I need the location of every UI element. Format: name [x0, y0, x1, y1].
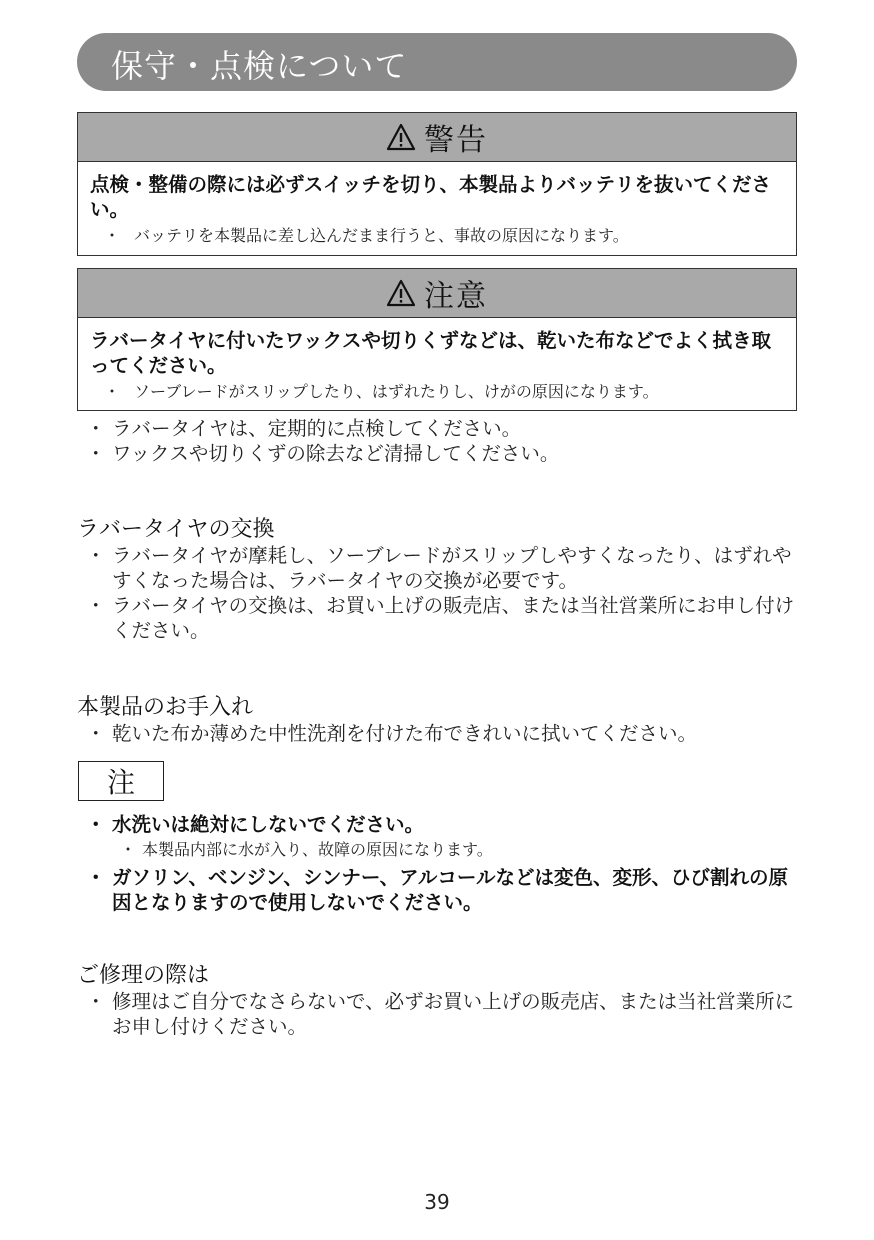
page-title: 保守・点検について — [111, 47, 408, 85]
list-item-text: ラバータイヤが摩耗し、ソーブレードがスリップしやすくなったり、はずれやすくなった場合は、ラバータイヤの交換が必要です。 — [112, 544, 792, 592]
warning-triangle-icon — [386, 278, 416, 308]
list-sub-item — [86, 839, 798, 861]
tire-replacement-heading: ラバータイヤの交換 — [77, 517, 275, 542]
tire-inspection-list — [86, 416, 798, 466]
bullet-mark: ・ — [104, 382, 121, 401]
warning-sub-text — [90, 225, 784, 247]
list-item-text: ラバータイヤは、定期的に点検してください。 — [112, 417, 522, 440]
care-list — [86, 721, 798, 746]
warning-heading: 警告 — [424, 123, 488, 158]
warning-triangle-icon — [386, 122, 416, 152]
list-item-text: 乾いた布か薄めた中性洗剤を付けた布できれいに拭いてください。 — [112, 722, 698, 745]
list-item — [86, 865, 798, 915]
bullet-mark: ・ — [86, 866, 106, 889]
tire-replacement-list — [86, 543, 798, 643]
list-item — [86, 416, 798, 441]
bullet-mark: ・ — [86, 990, 106, 1013]
list-item-text: ワックスや切りくずの除去など清掃してください。 — [112, 442, 560, 465]
caution-main-text: ラバータイヤに付いたワックスや切りくずなどは、乾いた布などでよく拭き取ってください。 — [90, 329, 771, 377]
warning-sub-text-content: バッテリを本製品に差し込んだまま行うと、事故の原因になります。 — [134, 226, 629, 245]
caution-heading: 注意 — [424, 279, 488, 314]
list-item-text: 修理はご自分でなさらないで、必ずお買い上げの販売店、または当社営業所にお申し付けください。 — [112, 990, 795, 1038]
caution-sub-text-content: ソーブレードがスリップしたり、はずれたりし、けがの原因になります。 — [134, 382, 659, 401]
list-item — [86, 543, 798, 593]
caution-box — [77, 268, 797, 411]
list-item-text: 水洗いは絶対にしないでください。 — [112, 813, 425, 836]
bullet-mark: ・ — [86, 813, 106, 836]
list-item-text: ガソリン、ベンジン、シンナー、アルコールなどは変色、変形、ひび割れの原因となりますので使用しないでください。 — [112, 866, 788, 914]
list-item — [86, 721, 798, 746]
bullet-mark: ・ — [86, 722, 106, 745]
section-title-bar — [77, 33, 797, 91]
note-list — [86, 812, 798, 915]
note-label: 注 — [106, 766, 135, 799]
bullet-mark: ・ — [86, 417, 106, 440]
list-item — [86, 812, 798, 837]
list-sub-item-text: 本製品内部に水が入り、故障の原因になります。 — [142, 840, 493, 859]
warning-main-text: 点検・整備の際には必ずスイッチを切り、本製品よりバッテリを抜いてください。 — [90, 173, 771, 221]
page-number: 39 — [424, 1190, 450, 1214]
note-label-box — [78, 761, 164, 801]
bullet-mark: ・ — [86, 594, 106, 617]
caution-box-header — [78, 269, 796, 318]
warning-box — [77, 112, 797, 256]
warning-box-header — [78, 113, 796, 162]
care-heading: 本製品のお手入れ — [77, 695, 254, 720]
caution-sub-text — [90, 381, 784, 403]
list-item — [86, 593, 798, 643]
repair-heading: ご修理の際は — [77, 963, 210, 988]
list-item-text: ラバータイヤの交換は、お買い上げの販売店、または当社営業所にお申し付けください。 — [112, 594, 795, 642]
bullet-mark: ・ — [86, 442, 106, 465]
bullet-mark: ・ — [104, 226, 121, 245]
bullet-mark: ・ — [86, 544, 106, 567]
list-item — [86, 441, 798, 466]
repair-list — [86, 989, 798, 1039]
list-item — [86, 989, 798, 1039]
bullet-mark: ・ — [120, 840, 137, 859]
